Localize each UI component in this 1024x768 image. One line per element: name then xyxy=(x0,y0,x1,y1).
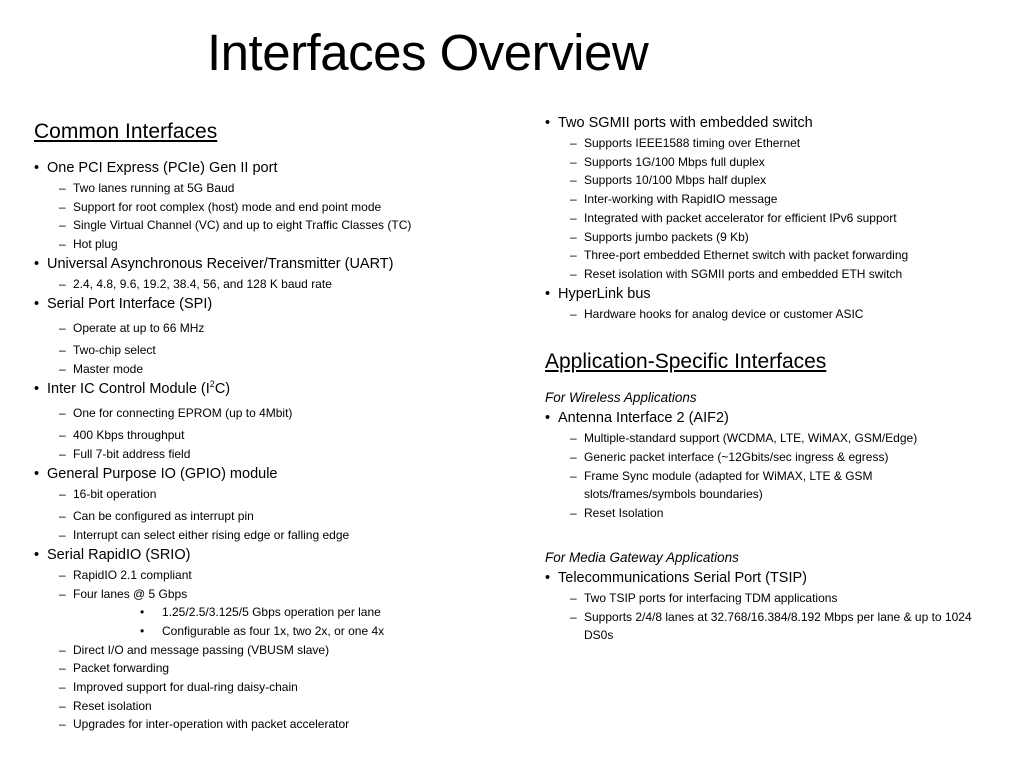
spi-detail: – Two-chip select xyxy=(34,341,514,360)
srio-detail: – Direct I/O and message passing (VBUSM slave) xyxy=(34,641,514,660)
aif2-detail: – Reset Isolation xyxy=(545,504,1005,523)
tsip-item: • Telecommunications Serial Port (TSIP) xyxy=(545,568,1005,589)
i2c-label-sup: 2 xyxy=(209,378,215,389)
pcie-detail: – Hot plug xyxy=(34,235,514,254)
srio-detail: – RapidIO 2.1 compliant xyxy=(34,566,514,585)
pcie-detail: – Support for root complex (host) mode and end point mode xyxy=(34,198,514,217)
srio-detail: – Improved support for dual-ring daisy-chain xyxy=(34,678,514,697)
i2c-detail: – One for connecting EPROM (up to 4Mbit) xyxy=(34,404,514,423)
pcie-detail: – Two lanes running at 5G Baud xyxy=(34,179,514,198)
sgmii-detail: – Supports jumbo packets (9 Kb) xyxy=(545,228,1005,247)
srio-detail: – Reset isolation xyxy=(34,697,514,716)
gpio-detail: – Can be configured as interrupt pin xyxy=(34,507,514,526)
sgmii-detail: – Reset isolation with SGMII ports and embedded ETH switch xyxy=(545,265,1005,284)
pcie-detail: – Single Virtual Channel (VC) and up to eight Traffic Classes (TC) xyxy=(34,216,514,235)
pcie-item: • One PCI Express (PCIe) Gen II port xyxy=(34,158,514,179)
i2c-detail: – 400 Kbps throughput xyxy=(34,426,514,445)
sgmii-detail: – Supports 1G/100 Mbps full duplex xyxy=(545,153,1005,172)
hyperlink-item: • HyperLink bus xyxy=(545,284,1005,305)
slide-title: Interfaces Overview xyxy=(207,24,649,81)
hyperlink-detail: – Hardware hooks for analog device or customer ASIC xyxy=(545,305,1005,324)
srio-item: • Serial RapidIO (SRIO) xyxy=(34,545,514,566)
srio-subdetail: • Configurable as four 1x, two 2x, or one 4x xyxy=(34,622,514,641)
media-gateway-subheading: For Media Gateway Applications xyxy=(545,549,739,565)
aif2-detail: – Frame Sync module (adapted for WiMAX, LTE & GSM slots/frames/symbols boundaries) xyxy=(545,467,904,504)
sgmii-detail: – Supports 10/100 Mbps half duplex xyxy=(545,171,1005,190)
i2c-label-pre: Inter IC Control Module (I xyxy=(47,380,210,397)
left-column xyxy=(34,118,514,734)
srio-detail: – Upgrades for inter-operation with packet accelerator xyxy=(34,715,514,734)
i2c-detail: – Full 7-bit address field xyxy=(34,445,514,464)
sgmii-detail: – Integrated with packet accelerator for efficient IPv6 support xyxy=(545,209,1005,228)
srio-detail: – Four lanes @ 5 Gbps xyxy=(34,585,514,604)
uart-item: • Universal Asynchronous Receiver/Transmitter (UART) xyxy=(34,254,514,275)
aif2-item: • Antenna Interface 2 (AIF2) xyxy=(545,408,1005,429)
sgmii-detail: – Three-port embedded Ethernet switch with packet forwarding xyxy=(545,246,1005,265)
common-interfaces-heading: Common Interfaces xyxy=(34,120,218,143)
aif2-detail: – Multiple-standard support (WCDMA, LTE, WiMAX, GSM/Edge) xyxy=(545,429,1005,448)
spi-detail: – Operate at up to 66 MHz xyxy=(34,319,514,338)
right-column xyxy=(545,113,1005,645)
sgmii-detail: – Supports IEEE1588 timing over Ethernet xyxy=(545,134,1005,153)
tsip-detail: – Supports 2/4/8 lanes at 32.768/16.384/8.192 Mbps per lane & up to 1024 DS0s xyxy=(545,608,1004,645)
tsip-detail: – Two TSIP ports for interfacing TDM applications xyxy=(545,589,1005,608)
srio-subdetail: • 1.25/2.5/3.125/5 Gbps operation per lane xyxy=(34,603,514,622)
gpio-detail: – 16-bit operation xyxy=(34,485,514,504)
aif2-detail: – Generic packet interface (~12Gbits/sec ingress & egress) xyxy=(545,448,1005,467)
srio-detail: – Packet forwarding xyxy=(34,659,514,678)
uart-detail: – 2.4, 4.8, 9.6, 19.2, 38.4, 56, and 128 K baud rate xyxy=(34,275,514,294)
sgmii-item: • Two SGMII ports with embedded switch xyxy=(545,113,1005,134)
application-specific-heading: Application-Specific Interfaces xyxy=(545,350,827,374)
spi-item: • Serial Port Interface (SPI) xyxy=(34,294,514,315)
gpio-item: • General Purpose IO (GPIO) module xyxy=(34,464,514,485)
i2c-label-post: C) xyxy=(214,380,231,397)
i2c-item xyxy=(34,379,514,400)
wireless-subheading: For Wireless Applications xyxy=(545,390,697,406)
spi-detail: – Master mode xyxy=(34,360,514,379)
gpio-detail: – Interrupt can select either rising edge or falling edge xyxy=(34,526,514,545)
sgmii-detail: – Inter-working with RapidIO message xyxy=(545,190,1005,209)
